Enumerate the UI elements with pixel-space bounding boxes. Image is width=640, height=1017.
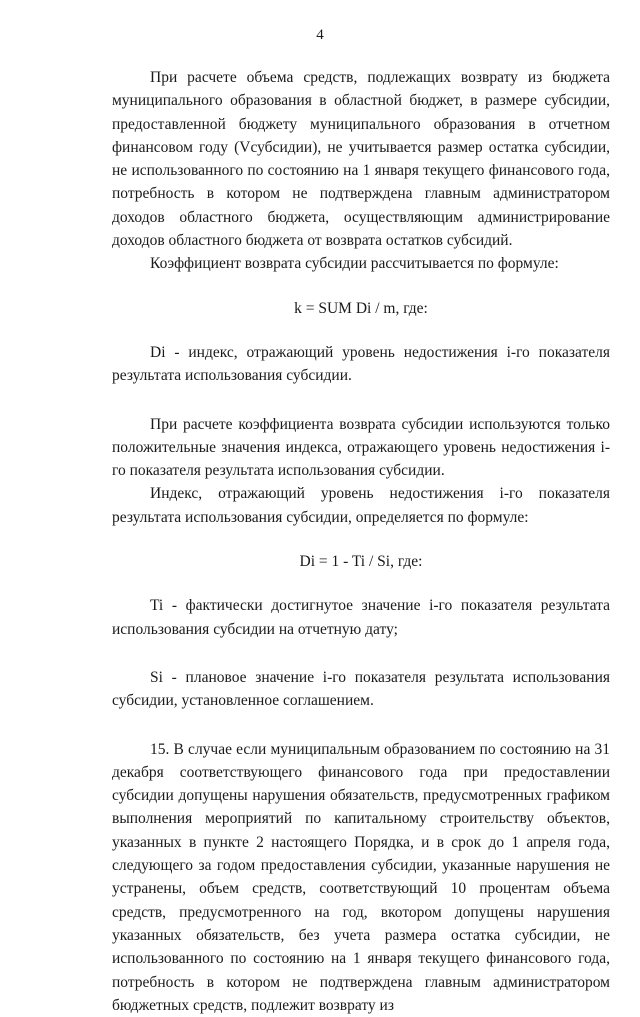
page-number: 4 — [316, 27, 324, 43]
paragraph-return-volume: При расчете объема средств, подлежащих возврату из бюджета муниципального образования в областной бюджет, в размере субсидии, предоставленной бюджету муниципального образования в отчетном финансовом году (Vсубсидии), не учитывается размер остатка субсидии, не использованного по состоянию на 1 января текущего финансового года, потребность в котором не подтверждена главным администратором доходов областного бюджета, осуществляющим администрирование доходов областного бюджета от возврата остатков субсидий. — [112, 69, 610, 250]
formula-k: k = SUM Di / m, где: — [294, 299, 428, 317]
paragraph-index-intro: Индекс, отражающий уровень недостижения i-го показателя результата использования субсидии, определяется по формуле: — [112, 485, 610, 526]
paragraph-si-definition: Si - плановое значение i-го показателя результата использования субсидии, установленное соглашением. — [112, 668, 610, 710]
paragraph-item-15: 15. В случае если муниципальным образованием по состоянию на 31 декабря соответствующего финансового года при предоставлении субсидии допущены нарушения обязательств, предусмотренных графиком выполнения мероприятий по капитальному строительству объектов, указанных в пункте 2 настоящего Порядка, и в срок до 1 апреля года, следующего за годом предоставления субсидии, указанные нарушения не устранены, объем средств, соответствующий 10 процентам объема средств, предусмотренного на год, вкотором допущены нарушения указанных обязательств, без учета размера остатка субсидии, не использованного по состоянию на 1 января текущего финансового года, потребность в котором не подтверждена главным администратором бюджетных средств, подлежит возврату из — [112, 740, 610, 1014]
spacer — [112, 276, 610, 297]
paragraph-di-definition: Di - индекс, отражающий уровень недостижения i-го показателя результата использования субсидии. — [112, 343, 610, 385]
spacer — [112, 573, 610, 594]
spacer — [112, 713, 610, 738]
paragraph-positive-values: При расчете коэффициента возврата субсидии используются только положительные значения индекса, отражающего уровень недостижения i-го показателя результата использования субсидии. — [112, 415, 610, 480]
formula-di: Di = 1 - Ti / Si, где: — [299, 553, 423, 571]
paragraph-coefficient-intro: Коэффициент возврата субсидии рассчитывается по формуле: — [150, 255, 559, 273]
spacer — [112, 388, 610, 413]
paragraph-ti-definition: Ti - фактически достигнутое значение i-го показателя результата использования субсидии на отчетную дату; — [112, 597, 610, 638]
spacer — [112, 320, 610, 341]
spacer — [112, 641, 610, 666]
spacer — [112, 529, 610, 550]
document-body — [112, 66, 610, 1017]
